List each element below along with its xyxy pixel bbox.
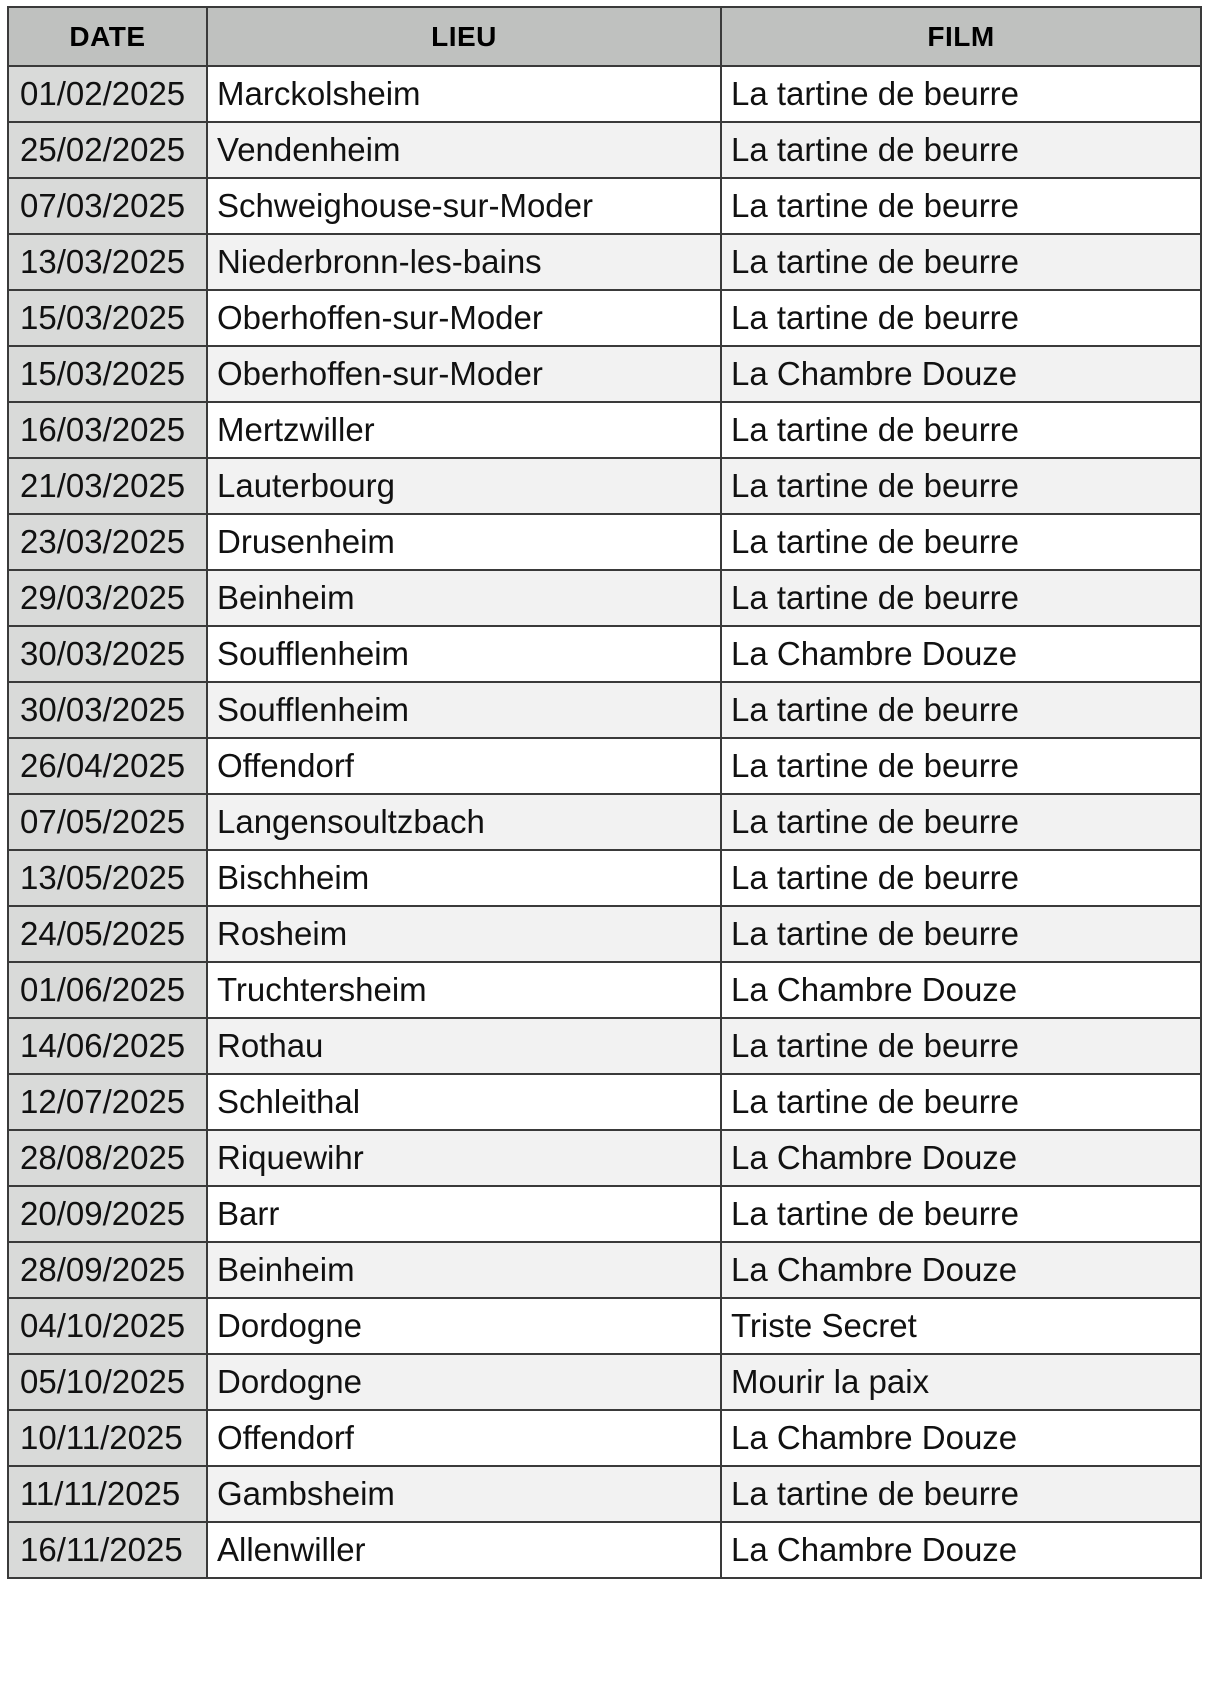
table-row [8, 178, 1201, 234]
lieu-cell: Beinheim [207, 570, 721, 626]
date-cell: 13/03/2025 [8, 234, 207, 290]
table-header [8, 7, 1201, 66]
table-row [8, 1410, 1201, 1466]
film-cell: La tartine de beurre [721, 906, 1201, 962]
date-cell: 07/03/2025 [8, 178, 207, 234]
date-cell: 14/06/2025 [8, 1018, 207, 1074]
date-cell: 15/03/2025 [8, 290, 207, 346]
date-cell: 20/09/2025 [8, 1186, 207, 1242]
column-header-date: DATE [8, 7, 207, 66]
date-cell: 10/11/2025 [8, 1410, 207, 1466]
film-cell: La tartine de beurre [721, 682, 1201, 738]
table-row [8, 682, 1201, 738]
lieu-cell: Truchtersheim [207, 962, 721, 1018]
film-cell: La tartine de beurre [721, 1018, 1201, 1074]
date-cell: 15/03/2025 [8, 346, 207, 402]
film-cell: La tartine de beurre [721, 570, 1201, 626]
date-cell: 30/03/2025 [8, 682, 207, 738]
screenings-table [7, 6, 1202, 1579]
film-cell: La tartine de beurre [721, 458, 1201, 514]
lieu-cell: Allenwiller [207, 1522, 721, 1578]
lieu-cell: Marckolsheim [207, 66, 721, 122]
date-cell: 16/11/2025 [8, 1522, 207, 1578]
film-cell: Mourir la paix [721, 1354, 1201, 1410]
date-cell: 16/03/2025 [8, 402, 207, 458]
date-cell: 01/06/2025 [8, 962, 207, 1018]
lieu-cell: Gambsheim [207, 1466, 721, 1522]
film-cell: La Chambre Douze [721, 962, 1201, 1018]
table-row [8, 234, 1201, 290]
lieu-cell: Dordogne [207, 1298, 721, 1354]
lieu-cell: Dordogne [207, 1354, 721, 1410]
film-cell: La Chambre Douze [721, 1410, 1201, 1466]
film-cell: La Chambre Douze [721, 1522, 1201, 1578]
lieu-cell: Bischheim [207, 850, 721, 906]
lieu-cell: Rothau [207, 1018, 721, 1074]
film-cell: La tartine de beurre [721, 178, 1201, 234]
film-cell: La Chambre Douze [721, 1242, 1201, 1298]
date-cell: 23/03/2025 [8, 514, 207, 570]
table-body [8, 66, 1201, 1578]
lieu-cell: Soufflenheim [207, 682, 721, 738]
table-row [8, 1522, 1201, 1578]
film-cell: La Chambre Douze [721, 626, 1201, 682]
table-row [8, 346, 1201, 402]
table-row [8, 738, 1201, 794]
table-row [8, 514, 1201, 570]
date-cell: 28/09/2025 [8, 1242, 207, 1298]
table-row [8, 1354, 1201, 1410]
film-cell: La tartine de beurre [721, 234, 1201, 290]
date-cell: 11/11/2025 [8, 1466, 207, 1522]
column-header-film: FILM [721, 7, 1201, 66]
lieu-cell: Riquewihr [207, 1130, 721, 1186]
lieu-cell: Soufflenheim [207, 626, 721, 682]
date-cell: 01/02/2025 [8, 66, 207, 122]
film-cell: La tartine de beurre [721, 1466, 1201, 1522]
lieu-cell: Drusenheim [207, 514, 721, 570]
lieu-cell: Schleithal [207, 1074, 721, 1130]
date-cell: 04/10/2025 [8, 1298, 207, 1354]
date-cell: 07/05/2025 [8, 794, 207, 850]
table-row [8, 570, 1201, 626]
table-row [8, 1298, 1201, 1354]
column-header-lieu: LIEU [207, 7, 721, 66]
table-row [8, 1018, 1201, 1074]
film-cell: La tartine de beurre [721, 794, 1201, 850]
film-cell: Triste Secret [721, 1298, 1201, 1354]
table-row [8, 402, 1201, 458]
lieu-cell: Niederbronn-les-bains [207, 234, 721, 290]
table-row [8, 290, 1201, 346]
table-row [8, 1074, 1201, 1130]
table-row [8, 626, 1201, 682]
film-cell: La tartine de beurre [721, 122, 1201, 178]
date-cell: 25/02/2025 [8, 122, 207, 178]
date-cell: 12/07/2025 [8, 1074, 207, 1130]
table-row [8, 962, 1201, 1018]
header-row [8, 7, 1201, 66]
lieu-cell: Langensoultzbach [207, 794, 721, 850]
table-row [8, 458, 1201, 514]
lieu-cell: Barr [207, 1186, 721, 1242]
table-row [8, 850, 1201, 906]
film-cell: La tartine de beurre [721, 514, 1201, 570]
lieu-cell: Beinheim [207, 1242, 721, 1298]
lieu-cell: Rosheim [207, 906, 721, 962]
date-cell: 21/03/2025 [8, 458, 207, 514]
date-cell: 26/04/2025 [8, 738, 207, 794]
table-row [8, 122, 1201, 178]
lieu-cell: Lauterbourg [207, 458, 721, 514]
film-cell: La tartine de beurre [721, 402, 1201, 458]
film-cell: La tartine de beurre [721, 1074, 1201, 1130]
table-row [8, 1130, 1201, 1186]
table-row [8, 1466, 1201, 1522]
film-cell: La tartine de beurre [721, 738, 1201, 794]
film-cell: La Chambre Douze [721, 346, 1201, 402]
screenings-table-container [7, 6, 1200, 1579]
date-cell: 30/03/2025 [8, 626, 207, 682]
lieu-cell: Offendorf [207, 738, 721, 794]
table-row [8, 1242, 1201, 1298]
lieu-cell: Schweighouse-sur-Moder [207, 178, 721, 234]
lieu-cell: Oberhoffen-sur-Moder [207, 290, 721, 346]
film-cell: La tartine de beurre [721, 290, 1201, 346]
date-cell: 05/10/2025 [8, 1354, 207, 1410]
film-cell: La tartine de beurre [721, 850, 1201, 906]
table-row [8, 66, 1201, 122]
date-cell: 24/05/2025 [8, 906, 207, 962]
film-cell: La Chambre Douze [721, 1130, 1201, 1186]
table-row [8, 794, 1201, 850]
lieu-cell: Offendorf [207, 1410, 721, 1466]
film-cell: La tartine de beurre [721, 1186, 1201, 1242]
table-row [8, 906, 1201, 962]
table-row [8, 1186, 1201, 1242]
date-cell: 13/05/2025 [8, 850, 207, 906]
film-cell: La tartine de beurre [721, 66, 1201, 122]
lieu-cell: Oberhoffen-sur-Moder [207, 346, 721, 402]
lieu-cell: Mertzwiller [207, 402, 721, 458]
date-cell: 29/03/2025 [8, 570, 207, 626]
date-cell: 28/08/2025 [8, 1130, 207, 1186]
lieu-cell: Vendenheim [207, 122, 721, 178]
